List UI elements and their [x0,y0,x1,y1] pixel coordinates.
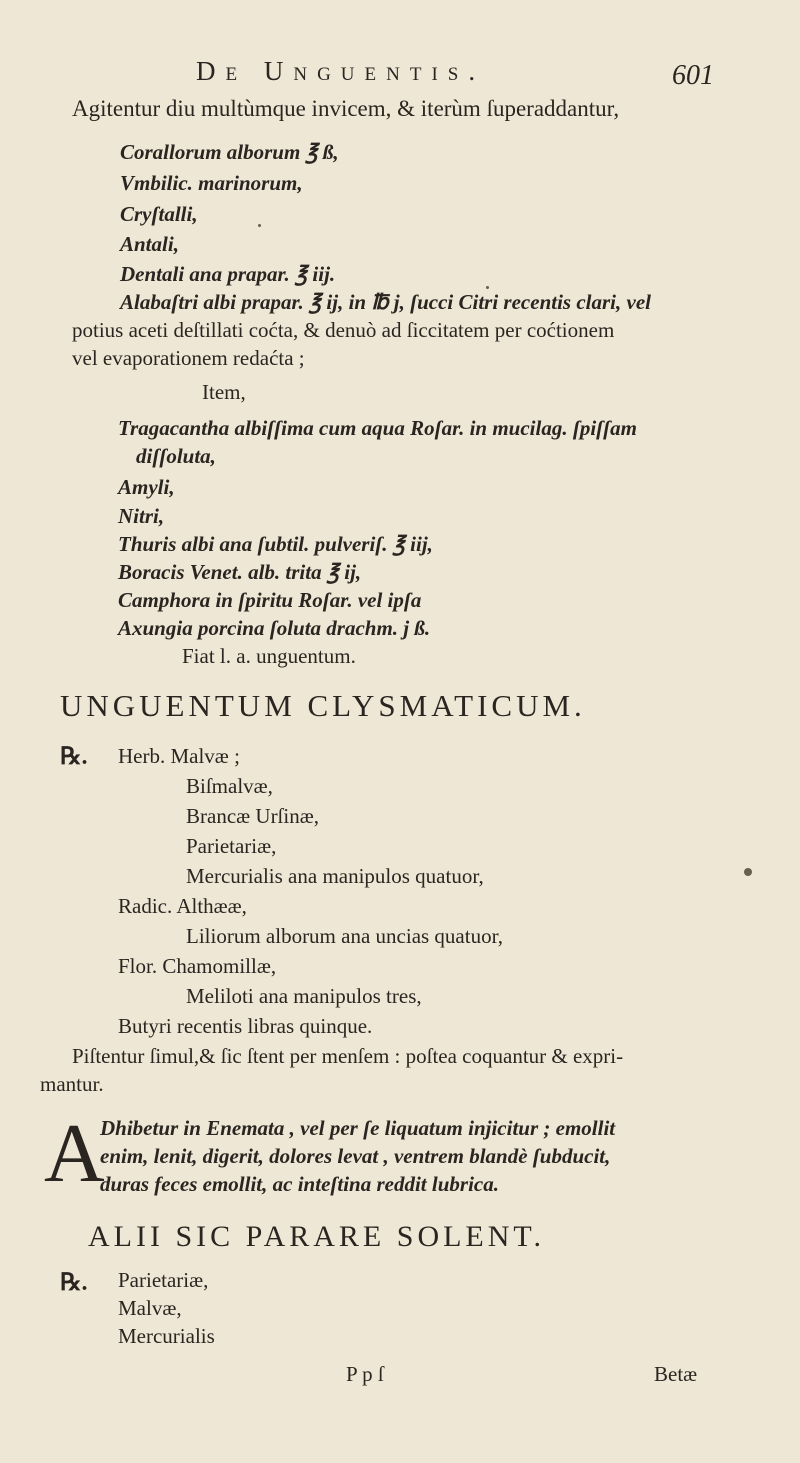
text-line: mantur. [40,1072,104,1096]
recipe-sign-icon: ℞. [60,1270,88,1296]
running-title: De Unguentis. [196,56,486,86]
recipe-sign-icon: ℞. [60,744,88,770]
ingredient-line: Cryſtalli, [120,202,198,226]
ingredient-line: Corallorum alborum ℥ ß, [120,140,339,164]
ink-speck [258,224,261,227]
ingredient-line: Herb. Malvæ ; [118,744,240,768]
ingredient-line: Alabaſtri albi prapar. ℥ ij, in ℔ j, ſucci Citri recentis clari, vel [120,290,651,314]
text-line: Piſtentur ſimul,& ſic ſtent per menſem : poſtea coquantur & expri- [72,1044,624,1068]
page-number: 601 [672,60,714,91]
ink-speck [486,286,489,289]
text-line: Dhibetur in Enemata , vel per ſe liquatum injicitur ; emollit [100,1116,616,1140]
text-line: enim, lenit, digerit, dolores levat , ventrem blandè ſubducit, [100,1144,611,1168]
ingredient-line: Malvæ, [118,1296,182,1320]
instruction-line: Fiat l. a. unguentum. [182,644,356,668]
ingredient-line: Radic. Althææ, [118,894,247,918]
drop-cap: A [44,1107,105,1200]
ingredient-line: Biſmalvæ, [186,774,273,798]
ink-speck [744,868,752,876]
text-line: duras feces emollit, ac inteſtina reddit lubrica. [100,1172,499,1196]
text-line: potius aceti deſtillati coćta, & denuò ad ſiccitatem per coćtionem [72,318,615,342]
running-head [0,52,800,92]
text-line: Agitentur diu multùmque invicem, & iterùm ſuperaddantur, [72,96,620,121]
ingredient-line: Vmbilic. marinorum, [120,171,303,195]
ingredient-line: Brancæ Urſinæ, [186,804,319,828]
ingredient-line: Dentali ana prapar. ℥ iij. [120,262,336,286]
ingredient-line: Parietariæ, [118,1268,209,1292]
ingredient-line: diſſoluta, [136,444,216,468]
section-heading: UNGUENTUM CLYSMATICUM. [60,688,586,723]
text-line: vel evaporationem redaćta ; [72,346,305,370]
ingredient-line: Mercurialis [118,1324,215,1348]
ingredient-line: Meliloti ana manipulos tres, [186,984,422,1008]
ingredient-line: Thuris albi ana ſubtil. pulveriſ. ℥ iij, [118,532,433,556]
ingredient-line: Amyli, [118,475,175,499]
ingredient-line: Tragacantha albiſſima cum aqua Roſar. in mucilag. ſpiſſam [118,416,638,440]
ingredient-line: Liliorum alborum ana uncias quatuor, [186,924,503,948]
ingredient-line: Antali, [120,232,179,256]
section-heading: ALII SIC PARARE SOLENT. [88,1220,546,1253]
ingredient-line: Mercurialis ana manipulos quatuor, [186,864,484,888]
ingredient-line: Parietariæ, [186,834,277,858]
ingredient-line: Nitri, [118,504,165,528]
ingredient-line: Butyri recentis libras quinque. [118,1014,373,1038]
item-line: Item, [202,380,246,404]
ingredient-line: Boracis Venet. alb. trita ℥ ij, [118,560,362,584]
ingredient-line: Axungia porcina ſoluta drachm. j ß. [118,616,431,640]
ingredient-line: Camphora in ſpiritu Roſar. vel ipſa [118,588,422,612]
signature-mark: P p ſ [346,1362,384,1386]
catchword: Betæ [654,1362,698,1386]
ingredient-line: Flor. Chamomillæ, [118,954,277,978]
